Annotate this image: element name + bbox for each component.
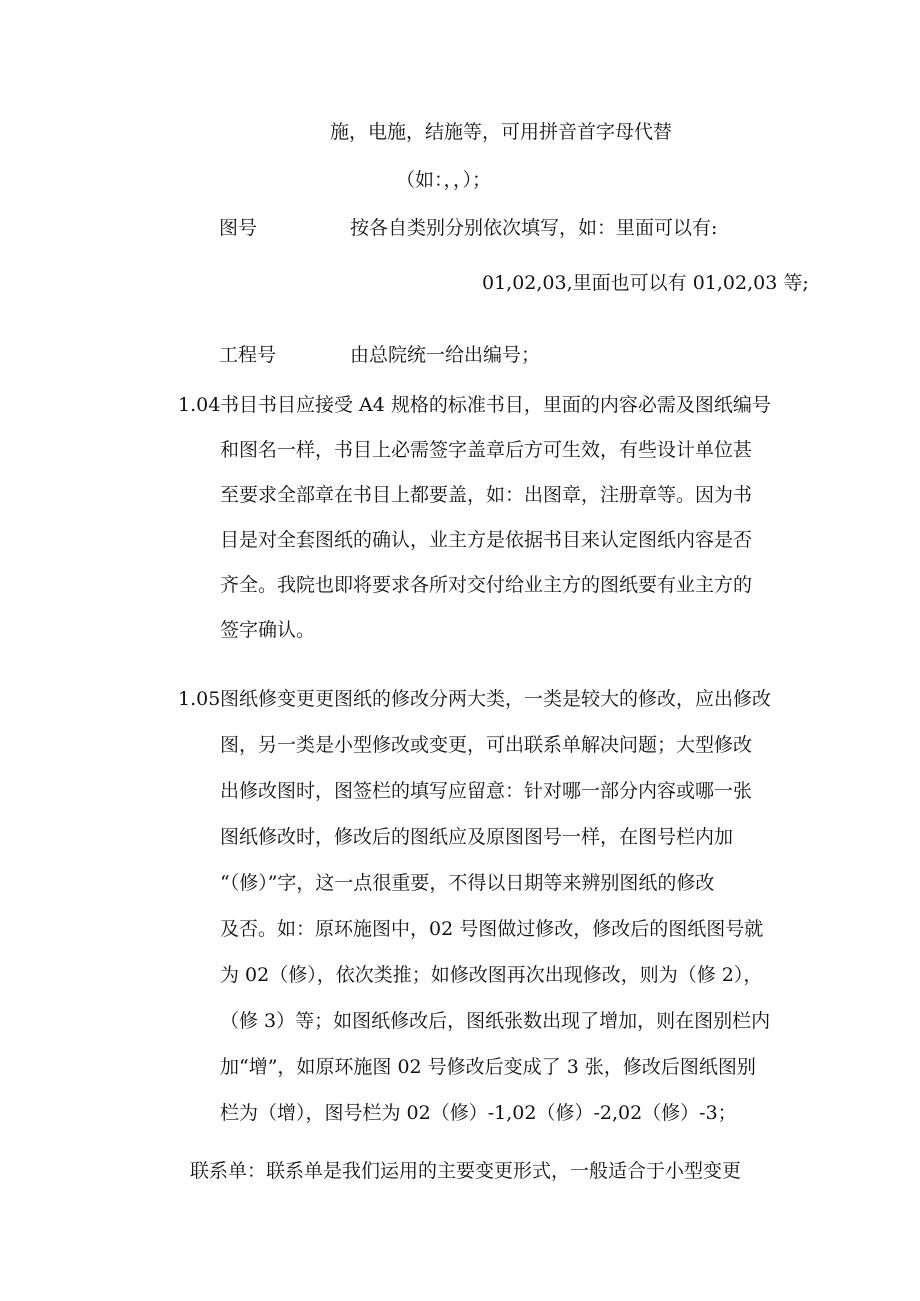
drawing-number-text-1: 按各自类别分别依次填写，如：里面可以有: [350, 217, 718, 239]
drawing-number-label: 图号 [219, 217, 258, 239]
drawing-number-text-2: 01,02,03,里面也可以有 01,02,03 等; [482, 272, 809, 294]
paragraph-line: 及否。如：原环施图中，02 号图做过修改，修改后的图纸图号就 [220, 918, 764, 940]
paragraph-line: 出修改图时，图签栏的填写应留意：针对哪一部分内容或哪一张 [220, 780, 753, 802]
contact-sheet-line: 联系单：联系单是我们运用的主要变更形式，一般适合于小型变更 [190, 1160, 742, 1182]
paragraph-line: 图纸修变更更图纸的修改分两大类，一类是较大的修改，应出修改 [220, 688, 772, 710]
section-number: 1.04 [178, 394, 221, 416]
paragraph-line: 至要求全部章在书目上都要盖，如：出图章，注册章等。因为书 [220, 484, 753, 506]
project-number-label: 工程号 [219, 344, 277, 366]
paragraph-line: 齐全。我院也即将要求各所对交付给业主方的图纸要有业主方的 [220, 574, 753, 596]
project-number-text: 由总院统一给出编号； [350, 344, 541, 366]
paragraph-line: 签字确认。 [220, 619, 316, 641]
paragraph-line: 图纸修改时，修改后的图纸应及原图图号一样，在图号栏内加 [220, 826, 734, 848]
paragraph-line: 加“增”，如原环施图 02 号修改后变成了 3 张，修改后图纸图别 [220, 1056, 756, 1078]
intro-line-2: （如：，，）； [396, 169, 492, 191]
paragraph-line: 目是对全套图纸的确认，业主方是依据书目来认定图纸内容是否 [220, 529, 753, 551]
paragraph-line: 书目书目应接受 A4 规格的标准书目，里面的内容必需及图纸编号 [220, 394, 771, 416]
paragraph-line: “（修）”字，这一点很重要，不得以日期等来辨别图纸的修改 [220, 872, 715, 894]
intro-line-1: 施，电施，结施等，可用拼音首字母代替 [330, 121, 673, 143]
paragraph-line: （修 3）等；如图纸修改后，图纸张数出现了增加，则在图别栏内 [220, 1010, 771, 1032]
paragraph-line: 栏为（增），图号栏为 02（修）-1,02（修）-2,02（修）-3； [220, 1102, 737, 1124]
paragraph-line: 和图名一样，书目上必需签字盖章后方可生效，有些设计单位甚 [220, 439, 753, 461]
paragraph-line: 为 02（修），依次类推；如修改图再次出现修改，则为（修 2）， [220, 964, 763, 986]
paragraph-line: 图，另一类是小型修改或变更，可出联系单解决问题；大型修改 [220, 734, 753, 756]
section-number: 1.05 [178, 688, 221, 710]
